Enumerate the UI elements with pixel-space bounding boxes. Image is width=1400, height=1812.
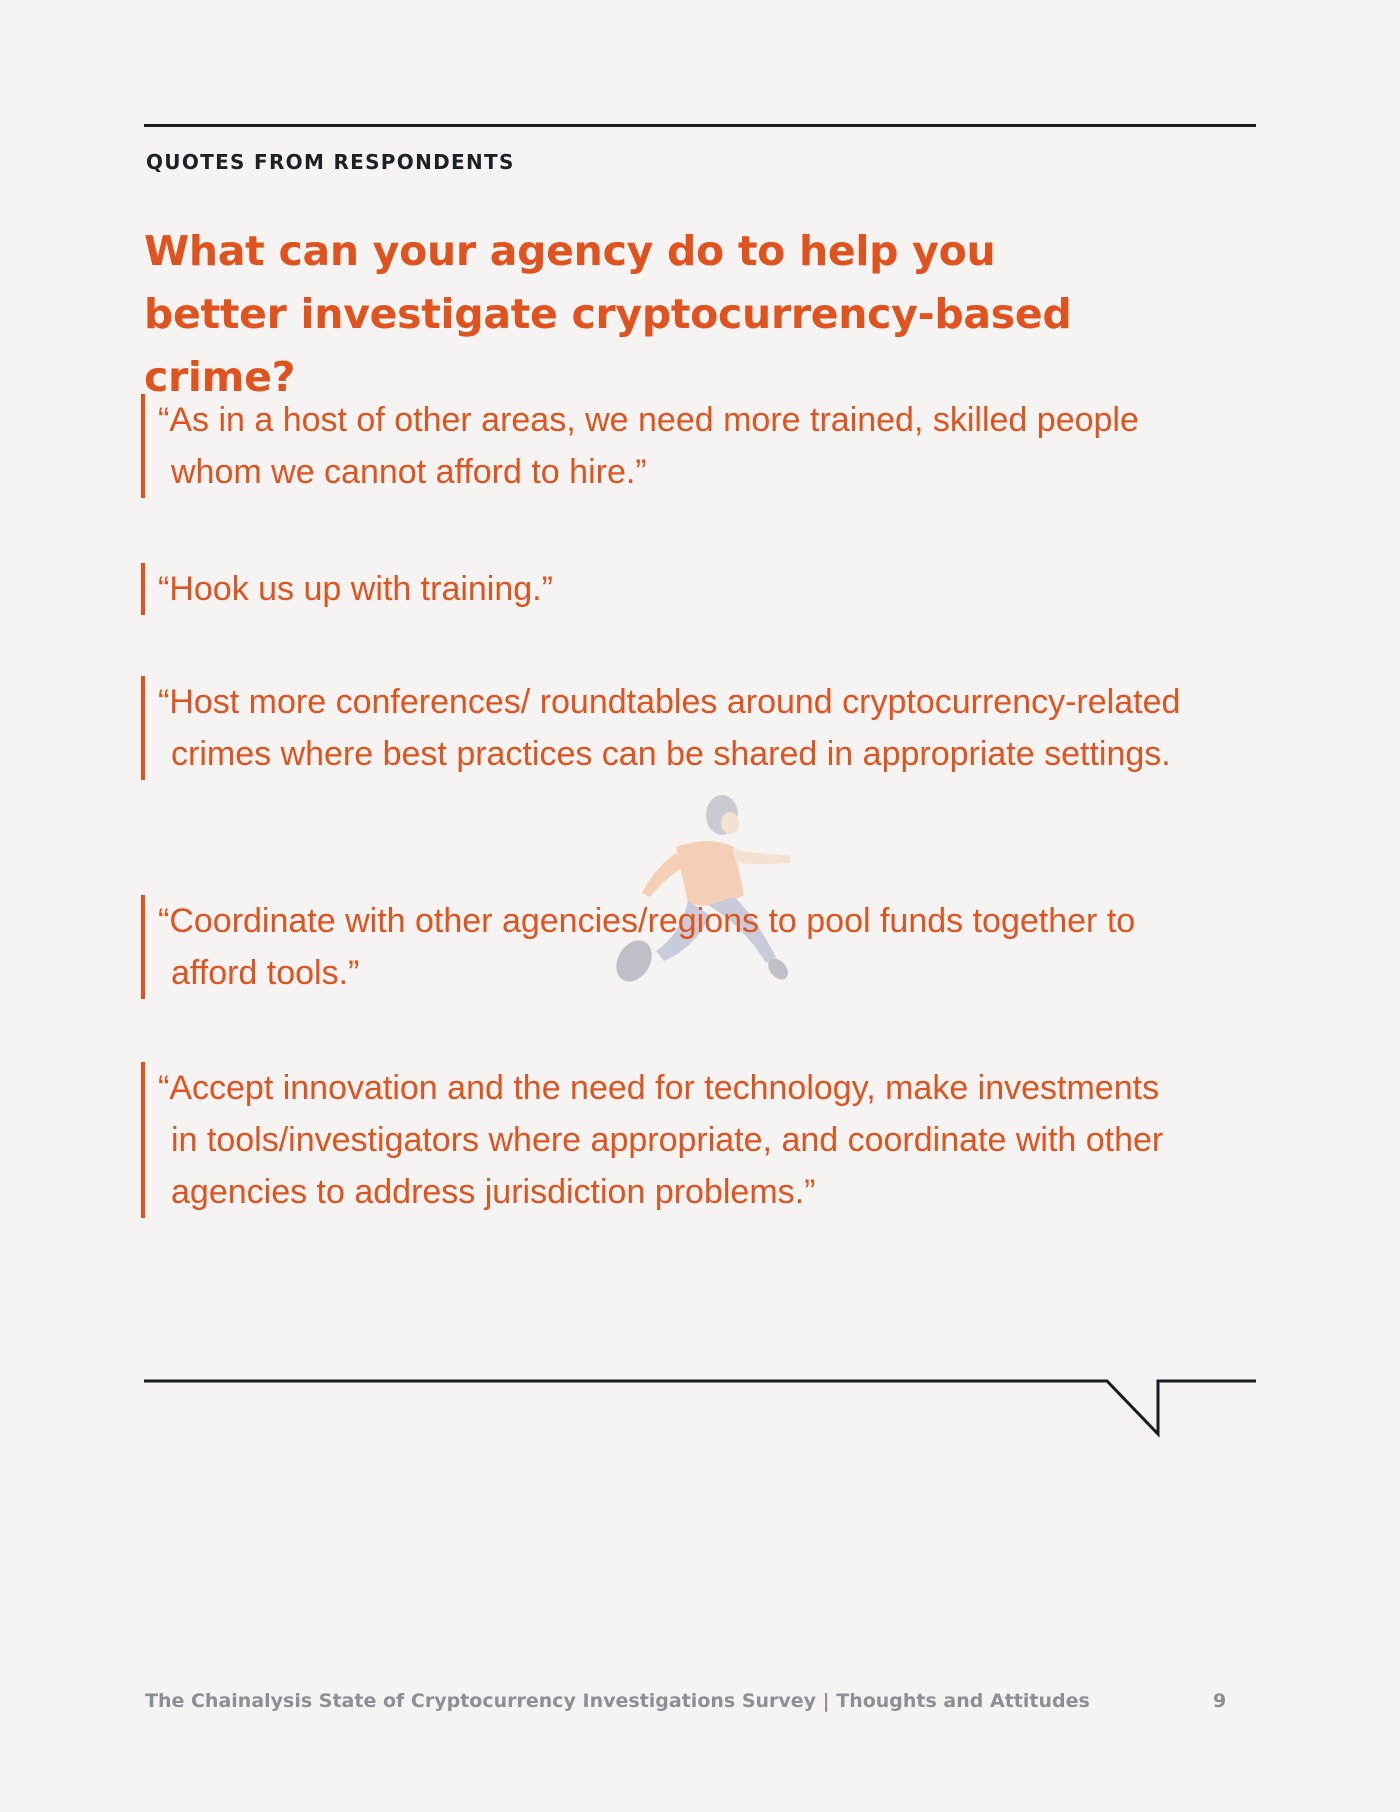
quote-block: “Coordinate with other agencies/regions to pool funds together to afford tools.” — [141, 895, 1181, 999]
quote-block: “Hook us up with training.” — [141, 563, 1181, 615]
page-number: 9 — [1213, 1690, 1227, 1712]
section-label: QUOTES FROM RESPONDENTS — [146, 150, 515, 174]
top-divider — [144, 124, 1256, 127]
page-title: What can your agency do to help you better investigate cryptocurrency-based crime? — [144, 227, 1072, 401]
quote-block: “Host more conferences/ roundtables around cryptocurrency-related crimes where best practices can be shared in appropriate settings. — [141, 676, 1181, 780]
quote-block: “As in a host of other areas, we need more trained, skilled people whom we cannot afford to hire.” — [141, 394, 1181, 498]
speech-bubble-callout — [144, 1370, 1256, 1440]
footer-title: The Chainalysis State of Cryptocurrency Investigations Survey | Thoughts and Attitudes — [145, 1690, 1090, 1712]
quote-block: “Accept innovation and the need for technology, make investments in tools/investigators where appropriate, and coordinate with other agencies to address jurisdiction problems.” — [141, 1062, 1181, 1218]
